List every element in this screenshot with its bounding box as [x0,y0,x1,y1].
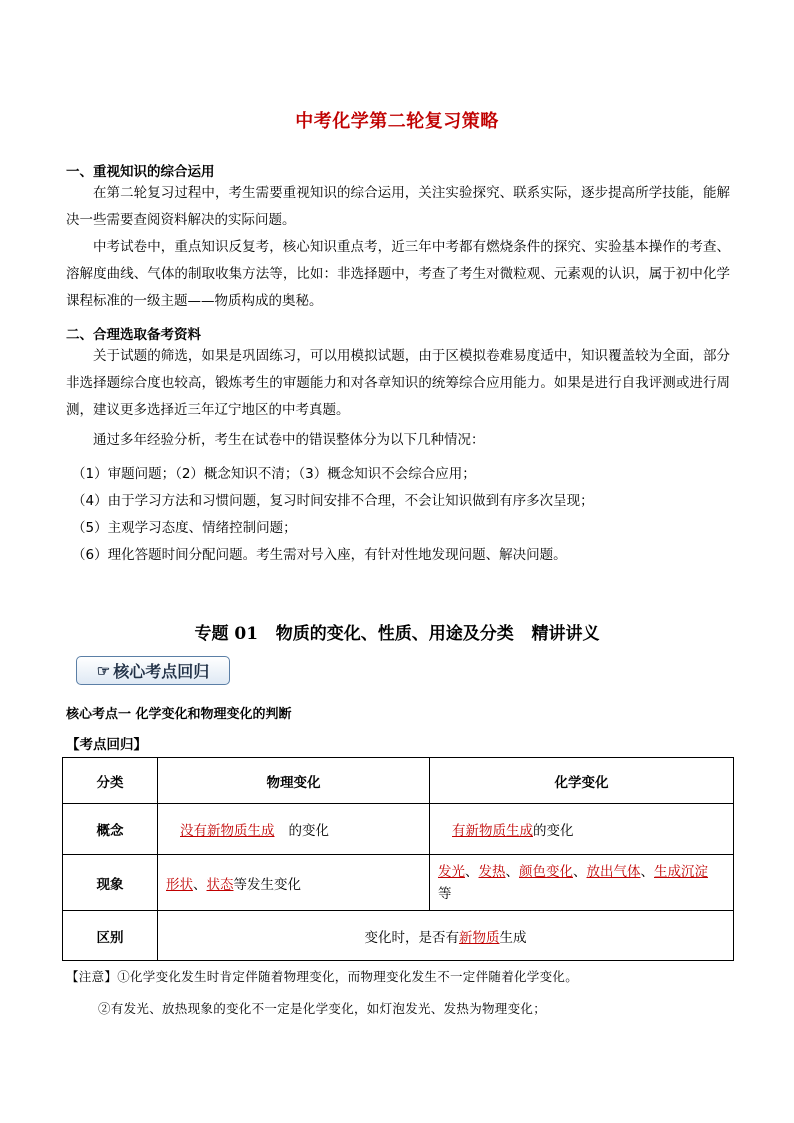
note-line-2: ②有发光、放热现象的变化不一定是化学变化，如灯泡发光、发热为物理变化； [98,1001,547,1016]
section1-paragraph-1: 在第二轮复习过程中，考生需要重视知识的综合运用，关注实验探究、联系实际，逐步提高所学技能，能解决一些需要查阅资料解决的实际问题。 [66,185,730,228]
note-line-1: 【注意】①化学变化发生时肯定伴随着物理变化，而物理变化发生不一定伴随着化学变化。 [66,969,579,984]
answer-text: 没有新物质生成 [180,823,275,839]
list-item: （6）理化答题时间分配问题。考生需对号入座，有针对性地发现问题、解决问题。 [72,547,567,563]
separator: 、 [640,863,654,880]
separator: 、 [505,863,519,880]
answer-text: 新物质 [459,929,500,946]
row-label-phenomenon: 现象 [63,855,158,911]
list-item: （1）审题问题；（2）概念知识不清；（3）概念知识不会综合应用； [72,466,476,482]
section2-paragraph-1: 关于试题的筛选，如果是巩固练习，可以用模拟试题，由于区模拟卷难易度适中，知识覆盖较为全面，部分非选择题综合度也较高，锻炼考生的审题能力和对各章知识的统筹综合应用能力。如果是进行自我评测或进行周测，建议更多选择近三年辽宁地区的中考真题。 [66,348,730,418]
document-title: 中考化学第二轮复习策略 [295,111,499,132]
core-point-heading: 核心考点一 化学变化和物理变化的判断 [66,707,292,722]
badge-label: 核心考点回归 [113,662,210,681]
answer-text: 状态 [206,876,234,893]
section2-heading: 二、合理选取备考资料 [66,327,201,343]
section2-paragraph-2: 通过多年经验分析，考生在试卷中的错误整体分为以下几种情况： [93,432,485,448]
pointing-hand-icon: ☞ [96,661,111,680]
cell-suffix: 的变化 [288,823,329,839]
answer-text: 形状 [166,876,193,893]
cell-suffix: 等发生变化 [233,876,301,893]
row-label-concept: 概念 [63,804,158,855]
row-label-difference: 区别 [63,911,158,961]
section1-heading: 一、重视知识的综合运用 [66,164,215,180]
separator: 、 [573,863,587,880]
header-physical: 物理变化 [158,758,430,804]
header-chemical: 化学变化 [430,758,734,804]
topic-title: 专题 01 物质的变化、性质、用途及分类 精讲讲义 [194,624,600,644]
concept-chemical-cell [430,804,734,855]
section1-paragraph-2: 中考试卷中，重点知识反复考，核心知识重点考，近三年中考都有燃烧条件的探究、实验基本操作的考查、溶解度曲线、气体的制取收集方法等，比如：非选择题中，考查了考生对微粒观、元素观的认识，属于初中化学课程标准的一级主题——物质构成的奥秘。 [66,239,730,309]
answer-text: 有新物质生成 [452,823,533,839]
separator: 、 [465,863,479,880]
answer-text: 生成沉淀 [654,863,708,880]
list-item: （5）主观学习态度、情绪控制问题； [72,520,297,536]
answer-text: 放出气体 [586,863,641,880]
cell-prefix: 变化时，是否有 [364,929,459,946]
table-row [63,911,734,961]
table-row [63,855,734,911]
table-row [63,804,734,855]
review-label: 【考点回归】 [66,737,147,753]
cell-suffix: 等 [438,885,452,902]
answer-text: 发光 [438,863,465,880]
answer-text: 颜色变化 [519,863,573,880]
answer-text: 发热 [478,863,506,880]
comparison-table [62,757,734,961]
concept-physical-cell [158,804,430,855]
cell-suffix: 生成 [499,929,527,946]
phenomenon-chemical-cell [430,855,734,911]
list-item: （4）由于学习方法和习惯问题，复习时间安排不合理，不会让知识做到有序多次呈现； [72,493,594,509]
core-review-badge [76,656,230,685]
difference-cell [158,911,734,961]
table-row [63,758,734,804]
header-category: 分类 [63,758,158,804]
phenomenon-physical-cell [158,855,430,911]
cell-suffix: 的变化 [533,823,574,839]
separator: 、 [193,876,207,893]
